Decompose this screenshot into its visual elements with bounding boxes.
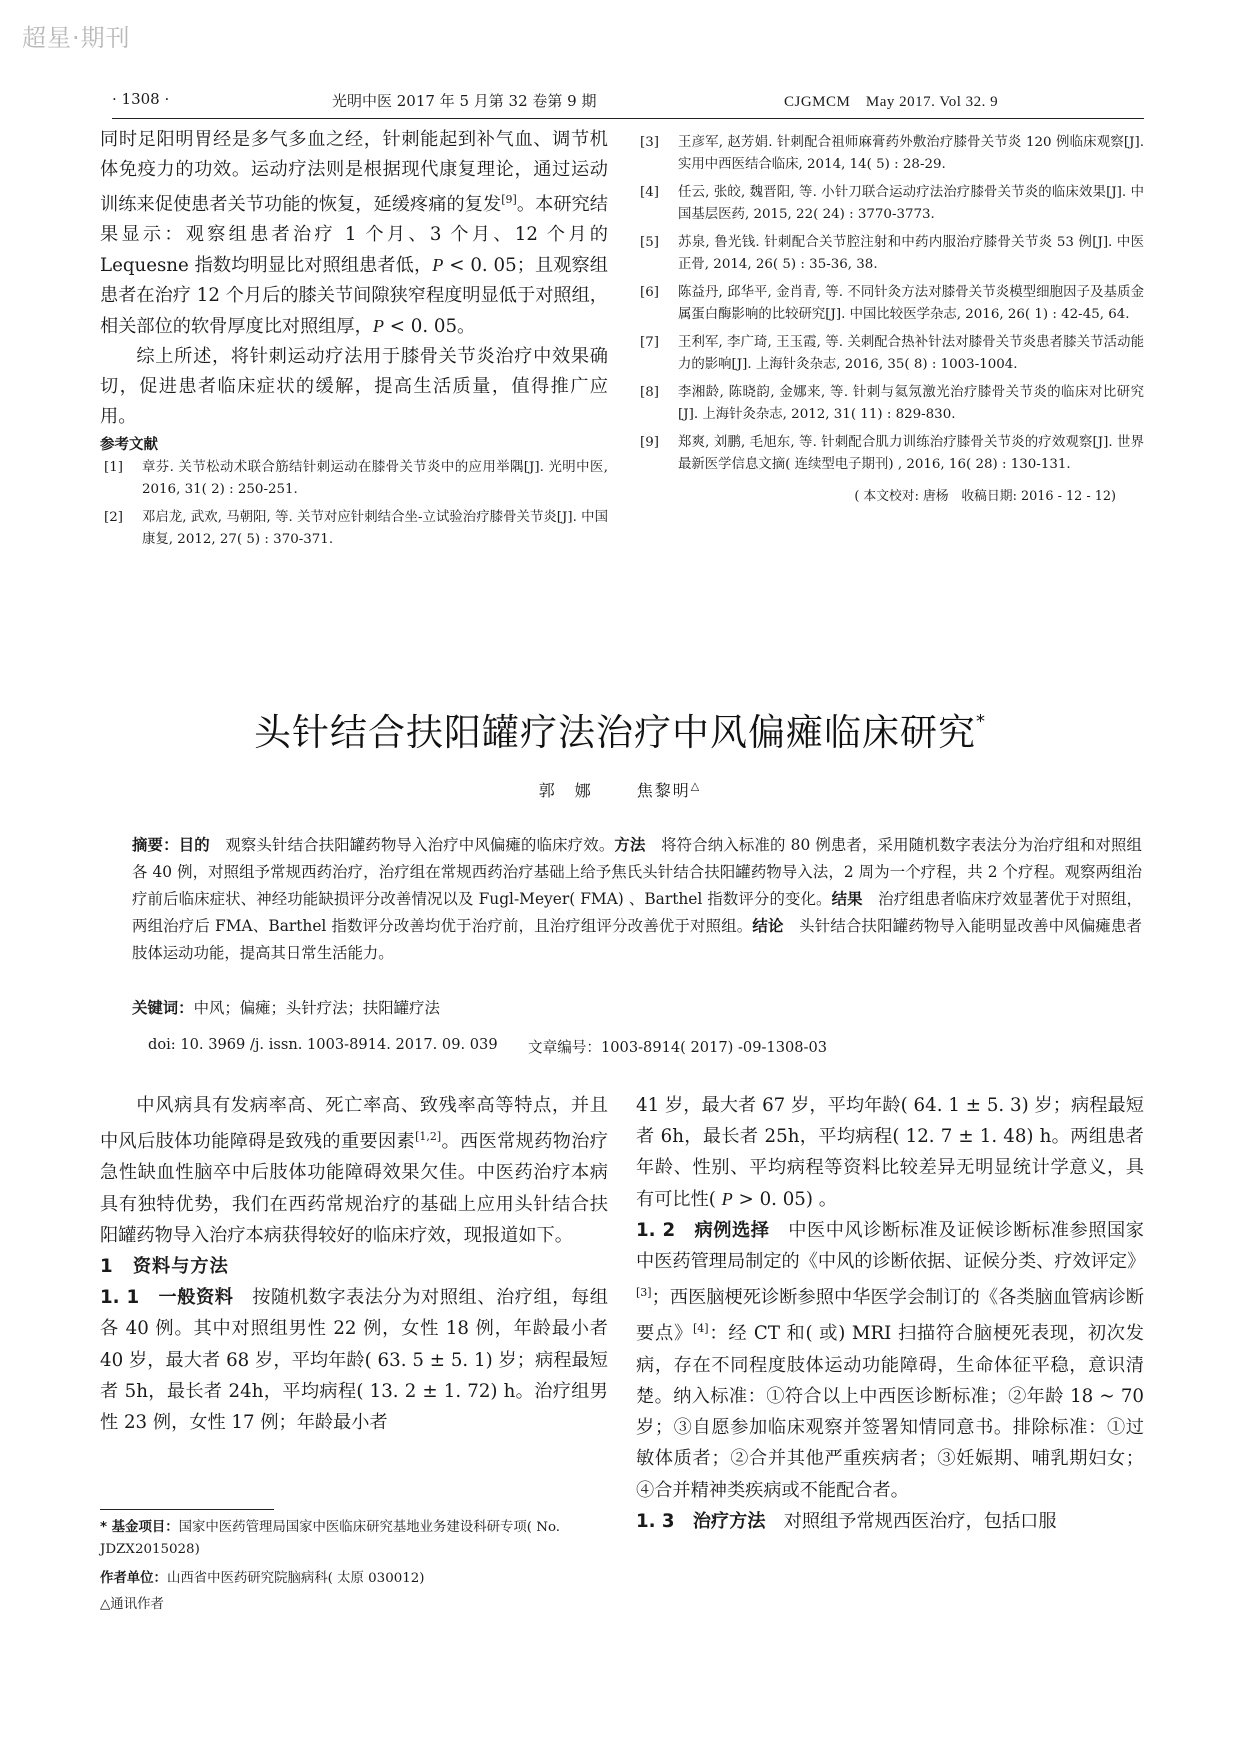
document-number: 文章编号：1003-8914( 2017) -09-1308-03	[528, 1039, 828, 1056]
journal-name-en: CJGMCM May 2017. Vol 32. 9	[784, 94, 999, 110]
body-right-column	[636, 1090, 1144, 1537]
doi: doi: 10. 3969 /j. issn. 1003-8914. 2017. 09. 039	[148, 1036, 498, 1053]
reference-item: [6] 陈益丹, 邱华平, 金肖青, 等. 不同针灸方法对膝骨关节炎模型细胞因子及基质金属蛋白酶影响的比较研究[J]. 中国比较医学杂志, 2016, 26( 1) : 42-45, 64.	[640, 285, 1144, 322]
reference-item: [9] 郑爽, 刘鹏, 毛旭东, 等. 针刺配合肌力训练治疗膝骨关节炎的疗效观察[J]. 世界最新医学信息文摘( 连续型电子期刊) , 2016, 16( 28) : 130-131.	[640, 435, 1144, 472]
reference-item: [4] 任云, 张皎, 魏晋阳, 等. 小针刀联合运动疗法治疗膝骨关节炎的临床效果[J]. 中国基层医药, 2015, 22( 24) : 3770-3773.	[640, 185, 1144, 222]
reference-item: [1] 章芬. 关节松动术联合筋结针刺运动在膝骨关节炎中的应用举隅[J]. 光明中医, 2016, 31( 2) : 250-251.	[104, 460, 608, 498]
reference-item: [3] 王彦军, 赵芳娟. 针刺配合祖师麻膏药外敷治疗膝骨关节炎 120 例临床观察[J]. 实用中西医结合临床, 2014, 14( 5) : 28-29.	[640, 135, 1144, 172]
references-right-column	[636, 132, 1144, 512]
section-heading: 1 资料与方法	[100, 1256, 229, 1278]
title-footnote-mark: *	[976, 711, 986, 732]
authors	[0, 778, 1240, 801]
keywords: 关键词：中风；偏瘫；头针疗法；扶阳罐疗法	[132, 999, 440, 1017]
prev-article-left-column	[100, 125, 608, 557]
running-header	[112, 86, 1132, 114]
prev-paragraph-2: 综上所述，将针刺运动疗法用于膝骨关节炎治疗中效果确切，促进患者临床症状的缓解，提高生活质量，值得推广应用。	[100, 346, 608, 428]
page-number: · 1308 ·	[112, 90, 170, 108]
author-name: 焦黎明	[636, 781, 691, 800]
section-1-2: 1. 2 病例选择 中医中风诊断标准及证候诊断标准参照国家中医药管理局制定的《中风的诊断依据、证候分类、疗效评定》[3]；西医脑梗死诊断参照中华医学会制订的《各类脑血管病诊断要点》[4]：经 CT 和( 或) MRI 扫描符合脑梗死表现，初次发病，存在不同程度肢体运动功能障碍，生命体征平稳，意识清楚。纳入标准：①符合以上中西医诊断标准；②年龄 18 ~ 70 岁；③自愿参加临床观察并签署知情同意书。排除标准：①过敏体质者；②合并其他严重疾病者；③妊娠期、哺乳期妇女；④合并精神类疾病或不能配合者。	[636, 1219, 1146, 1501]
prev-paragraph-1: 同时足阳明胃经是多气多血之经，针刺能起到补气血、调节机体免疫力的功效。运动疗法则是根据现代康复理论，通过运动训练来促使患者关节功能的恢复，延缓疼痛的复发[9]。本研究结果显示：观察组患者治疗 1 个月、3 个月、12 个月的 Lequesne 指数均明显比对照组患者低，P < 0. 05；且观察组患者在治疗 12 个月后的膝关节间隙狭窄程度明显低于对照组，相关部位的软骨厚度比对照组厚，P < 0. 05。	[100, 129, 608, 338]
references-heading: 参考文献	[100, 437, 158, 454]
watermark-logo: 超星·期刊	[22, 24, 131, 52]
footnote-rule	[100, 1509, 274, 1510]
reference-item: [7] 王利军, 李广琦, 王玉霞, 等. 关刺配合热补针法对膝骨关节炎患者膝关节活动能力的影响[J]. 上海针灸杂志, 2016, 35( 8) : 1003-1004.	[640, 335, 1144, 372]
footnote-fund: * 基金项目：国家中医药管理局国家中医临床研究基地业务建设科研专项( No. JDZX2015028)	[100, 1520, 561, 1557]
author-name: 郭 娜	[538, 781, 593, 800]
reference-item: [2] 邓启龙, 武欢, 马朝阳, 等. 关节对应针刺结合坐-立试验治疗膝骨关节炎[J]. 中国康复, 2012, 27( 5) : 370-371.	[104, 510, 608, 548]
body-left-column	[100, 1090, 608, 1438]
section-1-1-cont: 41 岁，最大者 67 岁，平均年龄( 64. 1 ± 5. 3) 岁；病程最短者 6h，最长者 25h，平均病程( 12. 7 ± 1. 48) h。两组患者年龄、性别、平均病程等资料比较差异无明显统计学意义，具有可比性( P > 0. 05) 。	[636, 1095, 1144, 1210]
abstract: 摘要：目的 观察头针结合扶阳罐药物导入治疗中风偏瘫的临床疗效。方法 将符合纳入标准的 80 例患者，采用随机数字表法分为治疗组和对照组各 40 例，对照组予常规西药治疗，治疗组在常规西药治疗基础上给予焦氏头针结合扶阳罐药物导入法，2 周为一个疗程，共 2 个疗程。观察两组治疗前后临床症状、神经功能缺损评分改善情况以及 Fugl-Meyer( FMA) 、Barthel 指数评分的变化。结果 治疗组患者临床疗效显著优于对照组，两组治疗后 FMA、Barthel 指数评分改善均优于治疗前，且治疗组评分改善优于对照组。结论 头针结合扶阳罐药物导入能明显改善中风偏瘫患者肢体运动功能，提高其日常生活能力。	[132, 836, 1142, 962]
corresponding-mark: △	[690, 779, 702, 793]
footnote-unit: 作者单位：山西省中医药研究院脑病科( 太原 030012)	[100, 1571, 425, 1586]
section-1-3: 1. 3 治疗方法 对照组予常规西医治疗，包括口服	[636, 1510, 1057, 1532]
intro-paragraph: 中风病具有发病率高、死亡率高、致残率高等特点，并且中风后肢体功能障碍是致残的重要因素[1,2]。西医常规药物治疗急性缺血性脑卒中后肢体功能障碍效果欠佳。中医药治疗本病具有独特优势，我们在西药常规治疗的基础上应用头针结合扶阳罐药物导入治疗本病获得较好的临床疗效，现报道如下。	[100, 1095, 608, 1246]
section-1-1: 1. 1 一般资料 按随机数字表法分为对照组、治疗组，每组各 40 例。其中对照组男性 22 例，女性 18 例，年龄最小者 40 岁，最大者 68 岁，平均年龄( 63. 5 ± 5. 1) 岁；病程最短者 5h，最长者 24h，平均病程( 13. 2 ± 1. 72) h。治疗组男性 23 例，女性 17 例；年龄最小者	[100, 1287, 608, 1434]
proofreading-note: ( 本文校对: 唐杨 收稿日期: 2016 - 12 - 12)	[854, 489, 1116, 504]
reference-item: [8] 李湘龄, 陈晓韵, 金娜来, 等. 针刺与氦氖激光治疗膝骨关节炎的临床对比研究[J]. 上海针灸杂志, 2012, 31( 11) : 829-830.	[640, 385, 1144, 422]
footnote-corresponding: △通讯作者	[100, 1597, 164, 1612]
header-rule	[112, 118, 1144, 119]
journal-name-cn: 光明中医 2017 年 5 月第 32 卷第 9 期	[332, 92, 597, 110]
reference-item: [5] 苏泉, 鲁光钱. 针刺配合关节腔注射和中药内服治疗膝骨关节炎 53 例[J]. 中医正骨, 2014, 26( 5) : 35-36, 38.	[640, 235, 1144, 272]
article-title: 头针结合扶阳罐疗法治疗中风偏瘫临床研究*	[254, 711, 986, 754]
